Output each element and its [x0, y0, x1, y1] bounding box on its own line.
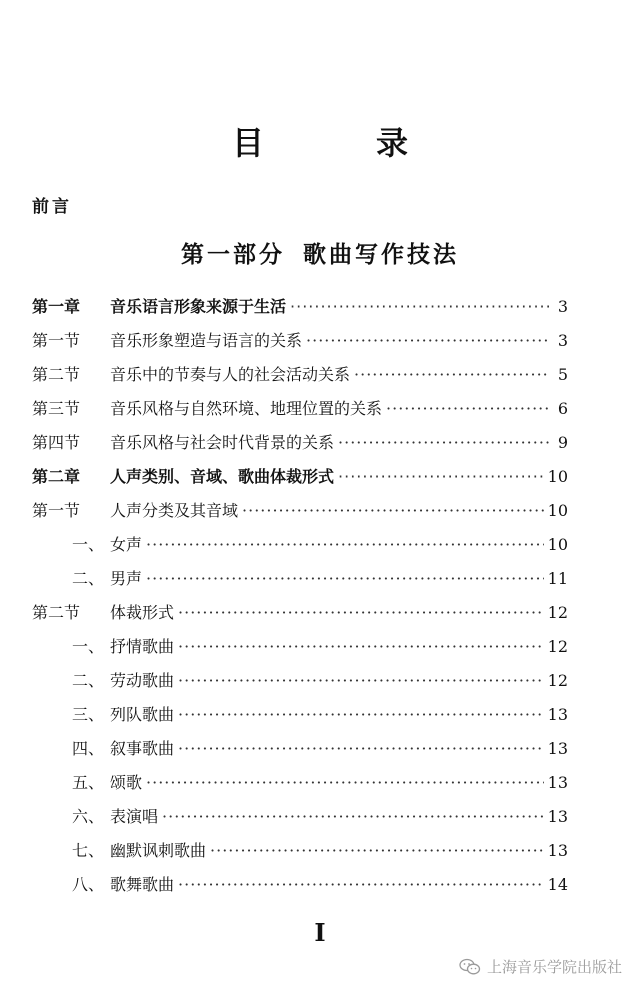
toc-entry-title: 音乐中的节奏与人的社会活动关系 [110, 365, 351, 384]
toc-entry [32, 736, 568, 770]
toc-entry-page: 14 [547, 875, 568, 894]
toc-entry-label: 三、 [72, 705, 105, 724]
toc-entry-page: 13 [547, 807, 568, 826]
toc-entry [32, 362, 568, 396]
toc-entry-title: 列队歌曲 [110, 705, 175, 724]
toc-entry-label: 第四节 [32, 433, 81, 452]
toc-entry [32, 328, 568, 362]
toc-leader-dots [146, 535, 544, 554]
toc-leader-dots [354, 365, 550, 384]
toc-entry-page: 11 [547, 569, 568, 588]
toc-leader-dots [162, 807, 544, 826]
toc-entry [32, 498, 568, 532]
toc-entry-label: 六、 [72, 807, 105, 826]
toc-entry-page: 13 [547, 705, 568, 724]
toc-entry-label: 七、 [72, 841, 105, 860]
table-of-contents [32, 294, 568, 906]
toc-leader-dots [178, 671, 544, 690]
toc-entry [32, 430, 568, 464]
preface-heading: 前言 [32, 197, 72, 217]
toc-entry-page: 12 [547, 671, 568, 690]
toc-entry [32, 770, 568, 804]
toc-entry [32, 396, 568, 430]
wechat-icon [459, 958, 481, 976]
toc-entry-label: 五、 [72, 773, 105, 792]
toc-entry [32, 294, 568, 328]
toc-leader-dots [338, 467, 544, 486]
toc-leader-dots [178, 875, 544, 894]
toc-entry-page: 13 [547, 841, 568, 860]
toc-entry-title: 抒情歌曲 [110, 637, 175, 656]
toc-entry-page: 3 [557, 331, 568, 350]
toc-entry-title: 颂歌 [110, 773, 143, 792]
toc-entry [32, 634, 568, 668]
toc-entry-label: 一、 [72, 535, 105, 554]
toc-entry-title: 歌舞歌曲 [110, 875, 175, 894]
toc-leader-dots [290, 297, 550, 316]
toc-entry-title: 音乐形象塑造与语言的关系 [110, 331, 303, 350]
page-number: I [314, 918, 326, 947]
toc-entry-title: 表演唱 [110, 807, 159, 826]
toc-leader-dots [178, 705, 544, 724]
toc-leader-dots [386, 399, 550, 418]
toc-entry-label: 第二章 [32, 467, 81, 486]
toc-leader-dots [146, 773, 544, 792]
part-title [0, 236, 640, 269]
publisher-watermark [459, 956, 622, 977]
toc-entry-label: 第二节 [32, 365, 81, 384]
toc-leader-dots [178, 739, 544, 758]
toc-entry-page: 3 [557, 297, 568, 316]
toc-leader-dots [210, 841, 544, 860]
toc-entry [32, 838, 568, 872]
toc-entry [32, 600, 568, 634]
toc-entry [32, 872, 568, 906]
toc-entry-label: 第三节 [32, 399, 81, 418]
toc-entry-title: 女声 [110, 535, 143, 554]
toc-entry-page: 6 [557, 399, 568, 418]
toc-entry-label: 第一节 [32, 331, 81, 350]
toc-entry-label: 第二节 [32, 603, 81, 622]
toc-entry-title: 体裁形式 [110, 603, 175, 622]
watermark-text: 上海音乐学院出版社 [486, 958, 622, 976]
toc-leader-dots [306, 331, 550, 350]
toc-entry-label: 四、 [72, 739, 105, 758]
toc-entry-label: 第一节 [32, 501, 81, 520]
toc-entry-page: 5 [557, 365, 568, 384]
toc-leader-dots [146, 569, 544, 588]
toc-entry-label: 第一章 [32, 297, 81, 316]
part-label: 第一部分 [181, 242, 285, 268]
toc-entry [32, 668, 568, 702]
toc-entry [32, 702, 568, 736]
toc-entry-title: 幽默讽刺歌曲 [110, 841, 207, 860]
toc-entry-page: 12 [547, 637, 568, 656]
toc-entry-title: 音乐风格与自然环境、地理位置的关系 [110, 399, 383, 418]
toc-entry-page: 13 [547, 773, 568, 792]
toc-entry-page: 10 [547, 501, 568, 520]
toc-entry-page: 10 [547, 535, 568, 554]
toc-entry-page: 10 [547, 467, 568, 486]
toc-entry-label: 二、 [72, 671, 105, 690]
part-name: 歌曲写作技法 [303, 242, 459, 268]
toc-entry [32, 566, 568, 600]
toc-entry [32, 464, 568, 498]
page-title: 目 录 [231, 124, 448, 162]
toc-entry-label: 八、 [72, 875, 105, 894]
toc-entry-title: 叙事歌曲 [110, 739, 175, 758]
toc-leader-dots [178, 637, 544, 656]
toc-leader-dots [242, 501, 544, 520]
toc-entry-title: 男声 [110, 569, 143, 588]
toc-entry [32, 804, 568, 838]
toc-entry-page: 9 [557, 433, 568, 452]
toc-entry-title: 劳动歌曲 [110, 671, 175, 690]
toc-entry-label: 一、 [72, 637, 105, 656]
toc-entry-page: 12 [547, 603, 568, 622]
toc-entry-title: 人声类别、音域、歌曲体裁形式 [110, 467, 335, 486]
toc-entry-label: 二、 [72, 569, 105, 588]
toc-leader-dots [178, 603, 544, 622]
toc-entry-title: 音乐语言形象来源于生活 [110, 297, 287, 316]
toc-entry-title: 人声分类及其音域 [110, 501, 239, 520]
toc-leader-dots [338, 433, 550, 452]
toc-entry-title: 音乐风格与社会时代背景的关系 [110, 433, 335, 452]
toc-entry [32, 532, 568, 566]
toc-entry-page: 13 [547, 739, 568, 758]
